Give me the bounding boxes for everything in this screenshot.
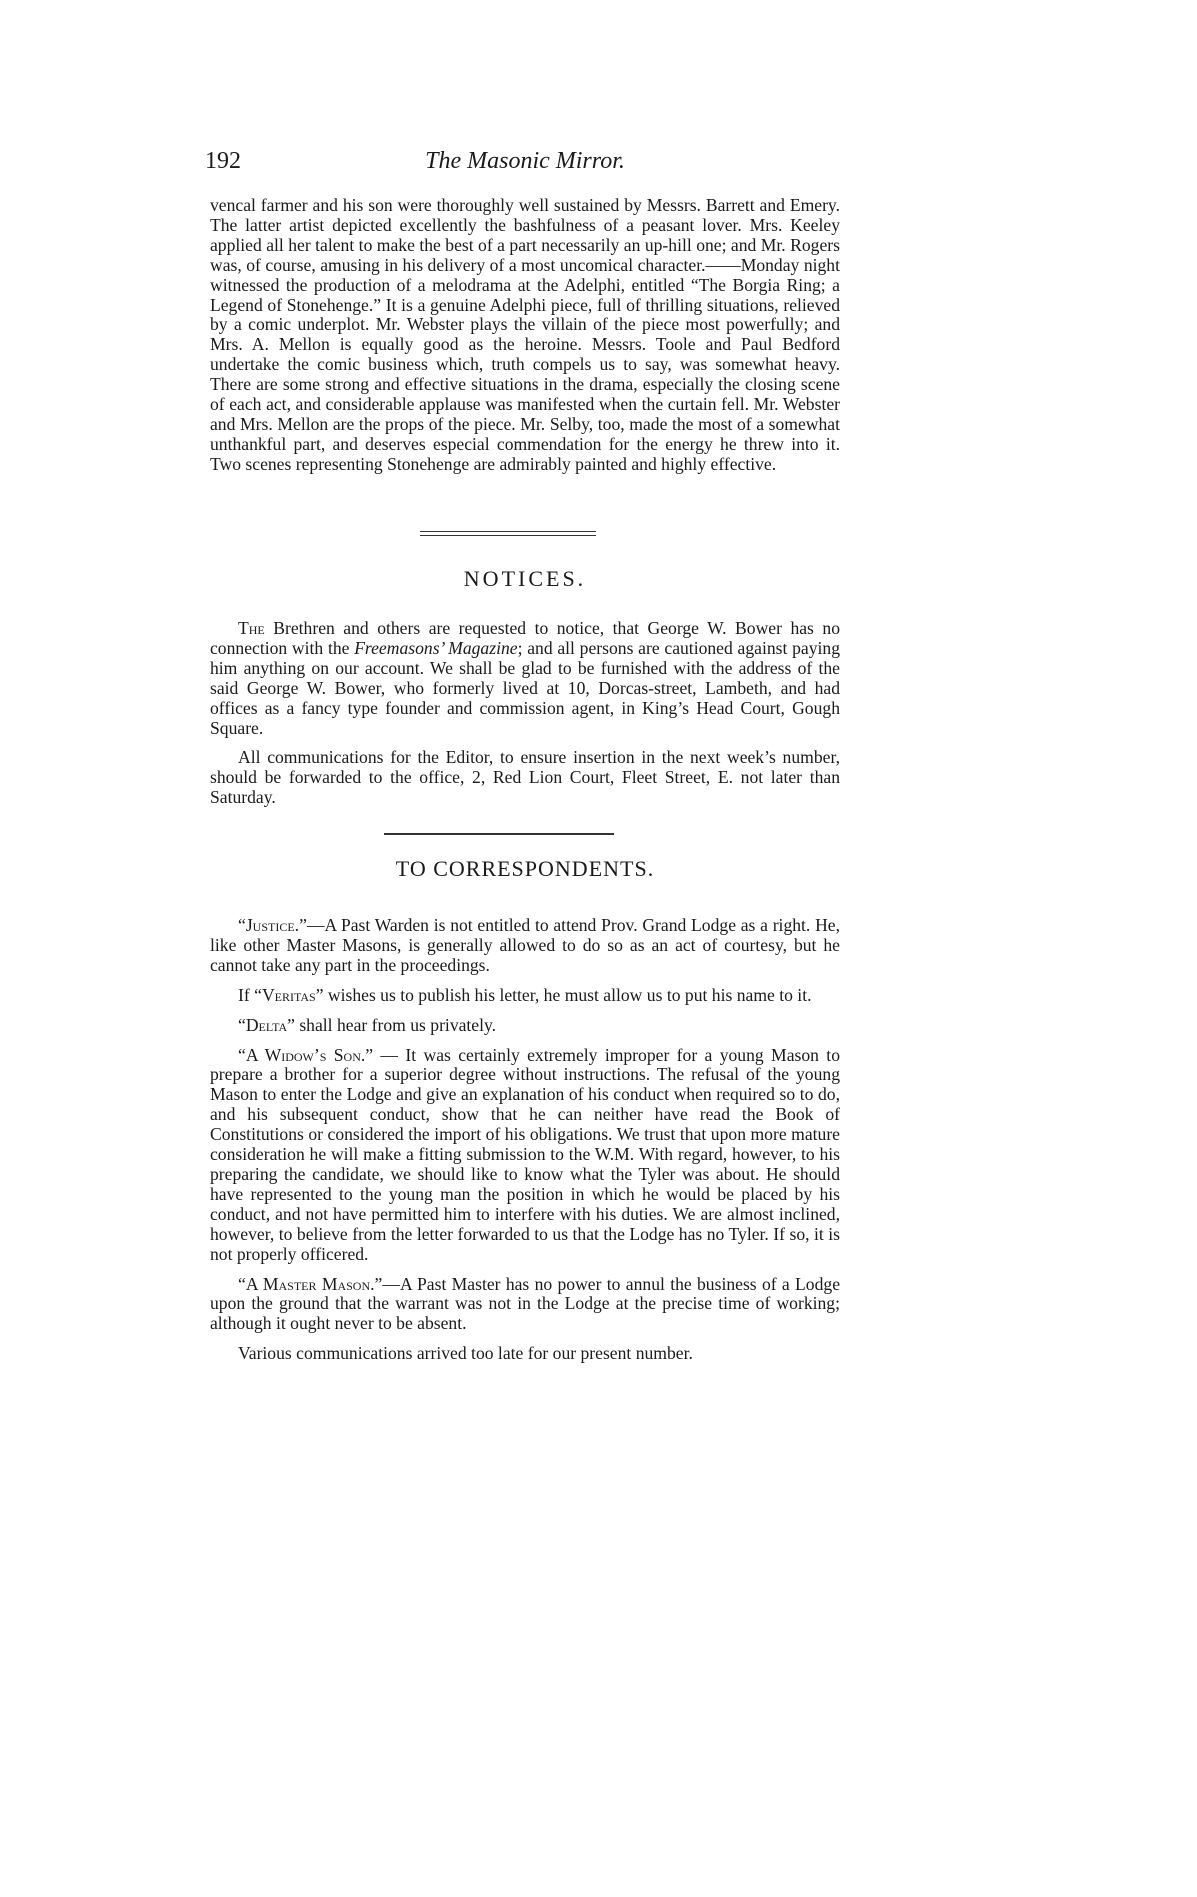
notices-section <box>210 566 840 808</box>
correspondent-entry-various: Various communications arrived too late for our present number. <box>238 1343 693 1364</box>
magazine-title: Freemasons’ Magazine <box>354 637 518 658</box>
correspondent-entry-justice: “Justice.”—A Past Warden is not entitled to attend Prov. Grand Lodge as a right. He, like other Master Masons, is generally allowed to do so as an act of courtesy, but he cannot take any part in the proceedings. <box>210 915 840 975</box>
correspondents-section <box>210 856 840 1364</box>
theatre-review-section <box>210 196 840 475</box>
running-title: The Masonic Mirror. <box>425 148 625 174</box>
notice-lead-word: The <box>238 618 265 638</box>
page-header <box>205 148 845 180</box>
page-number: 192 <box>205 148 241 174</box>
correspondent-entry-veritas: If “Veritas” wishes us to publish his letter, he must allow us to put his name to it. <box>238 984 812 1005</box>
single-rule-divider <box>384 833 614 835</box>
notice-paragraph-communications: All communications for the Editor, to ensure insertion in the next week’s number, should be forwarded to the office, 2, Red Lion Court, Fleet Street, E. not later than Saturday. <box>210 747 840 808</box>
correspondents-heading: TO CORRESPONDENTS. <box>395 856 655 881</box>
notices-heading: NOTICES. <box>463 566 587 591</box>
correspondent-entry-widows-son: “A Widow’s Son.” — It was certainly extremely improper for a young Mason to prepare a brother for a superior degree without instructions. The refusal of the young Mason to enter the Lodge and give an explanation of his conduct when required so to do, and his subsequent conduct, show that he can neither have read the Book of Constitutions or considered the import of his obligations. We trust that upon more mature consideration he will make a fitting submission to the W.M. With regard, however, to his preparing the candidate, we should like to know what the Tyler was about. He should have represented to the young man the position in which he would be placed by his conduct, and not have permitted him to interfere with his duties. We are almost inclined, however, to believe from the letter forwarded to us that the Lodge has no Tyler. If so, it is not properly officered. <box>210 1044 840 1264</box>
notice-paragraph-bower: The Brethren and others are requested to notice, that George W. Bower has no connection with the Freemasons’ Magazine; and all persons are cautioned against paying him anything on our account. We shall be glad to be furnished with the address of the said George W. Bower, who formerly lived at 10, Dorcas-street, Lambeth, and had offices as a fancy type founder and commission agent, in King’s Head Court, Gough Square. <box>210 618 840 738</box>
double-rule-divider <box>420 531 596 536</box>
review-paragraph: vencal farmer and his son were thoroughly well sustained by Messrs. Barrett and Emery. The latter artist depicted excellently the bashfulness of a peasant lover. Mrs. Keeley applied all her talent to make the best of a part necessarily an up-hill one; and Mr. Rogers was, of course, amusing in his delivery of a most uncomical character.——Monday night witnessed the production of a melodrama at the Adelphi, entitled “The Borgia Ring; a Legend of Stonehenge.” It is a genuine Adelphi piece, full of thrilling situations, relieved by a comic underplot. Mr. Webster plays the villain of the piece most powerfully; and Mrs. A. Mellon is equally good as the heroine. Messrs. Toole and Paul Bedford undertake the comic business which, truth compels us to say, was somewhat heavy. There are some strong and effective situations in the drama, especially the closing scene of each act, and considerable applause was manifested when the curtain fell. Mr. Webster and Mrs. Mellon are the props of the piece. Mr. Selby, too, made the most of a somewhat unthankful part, and deserves especial commendation for the energy he threw into it. Two scenes representing Stonehenge are admirably painted and highly effective. <box>210 195 840 474</box>
correspondent-entry-delta: “Delta” shall hear from us privately. <box>238 1014 497 1035</box>
correspondent-entry-master-mason: “A Master Mason.”—A Past Master has no power to annul the business of a Lodge upon the ground that the warrant was not in the Lodge at the precise time of working; although it ought never to be absent. <box>210 1273 840 1334</box>
